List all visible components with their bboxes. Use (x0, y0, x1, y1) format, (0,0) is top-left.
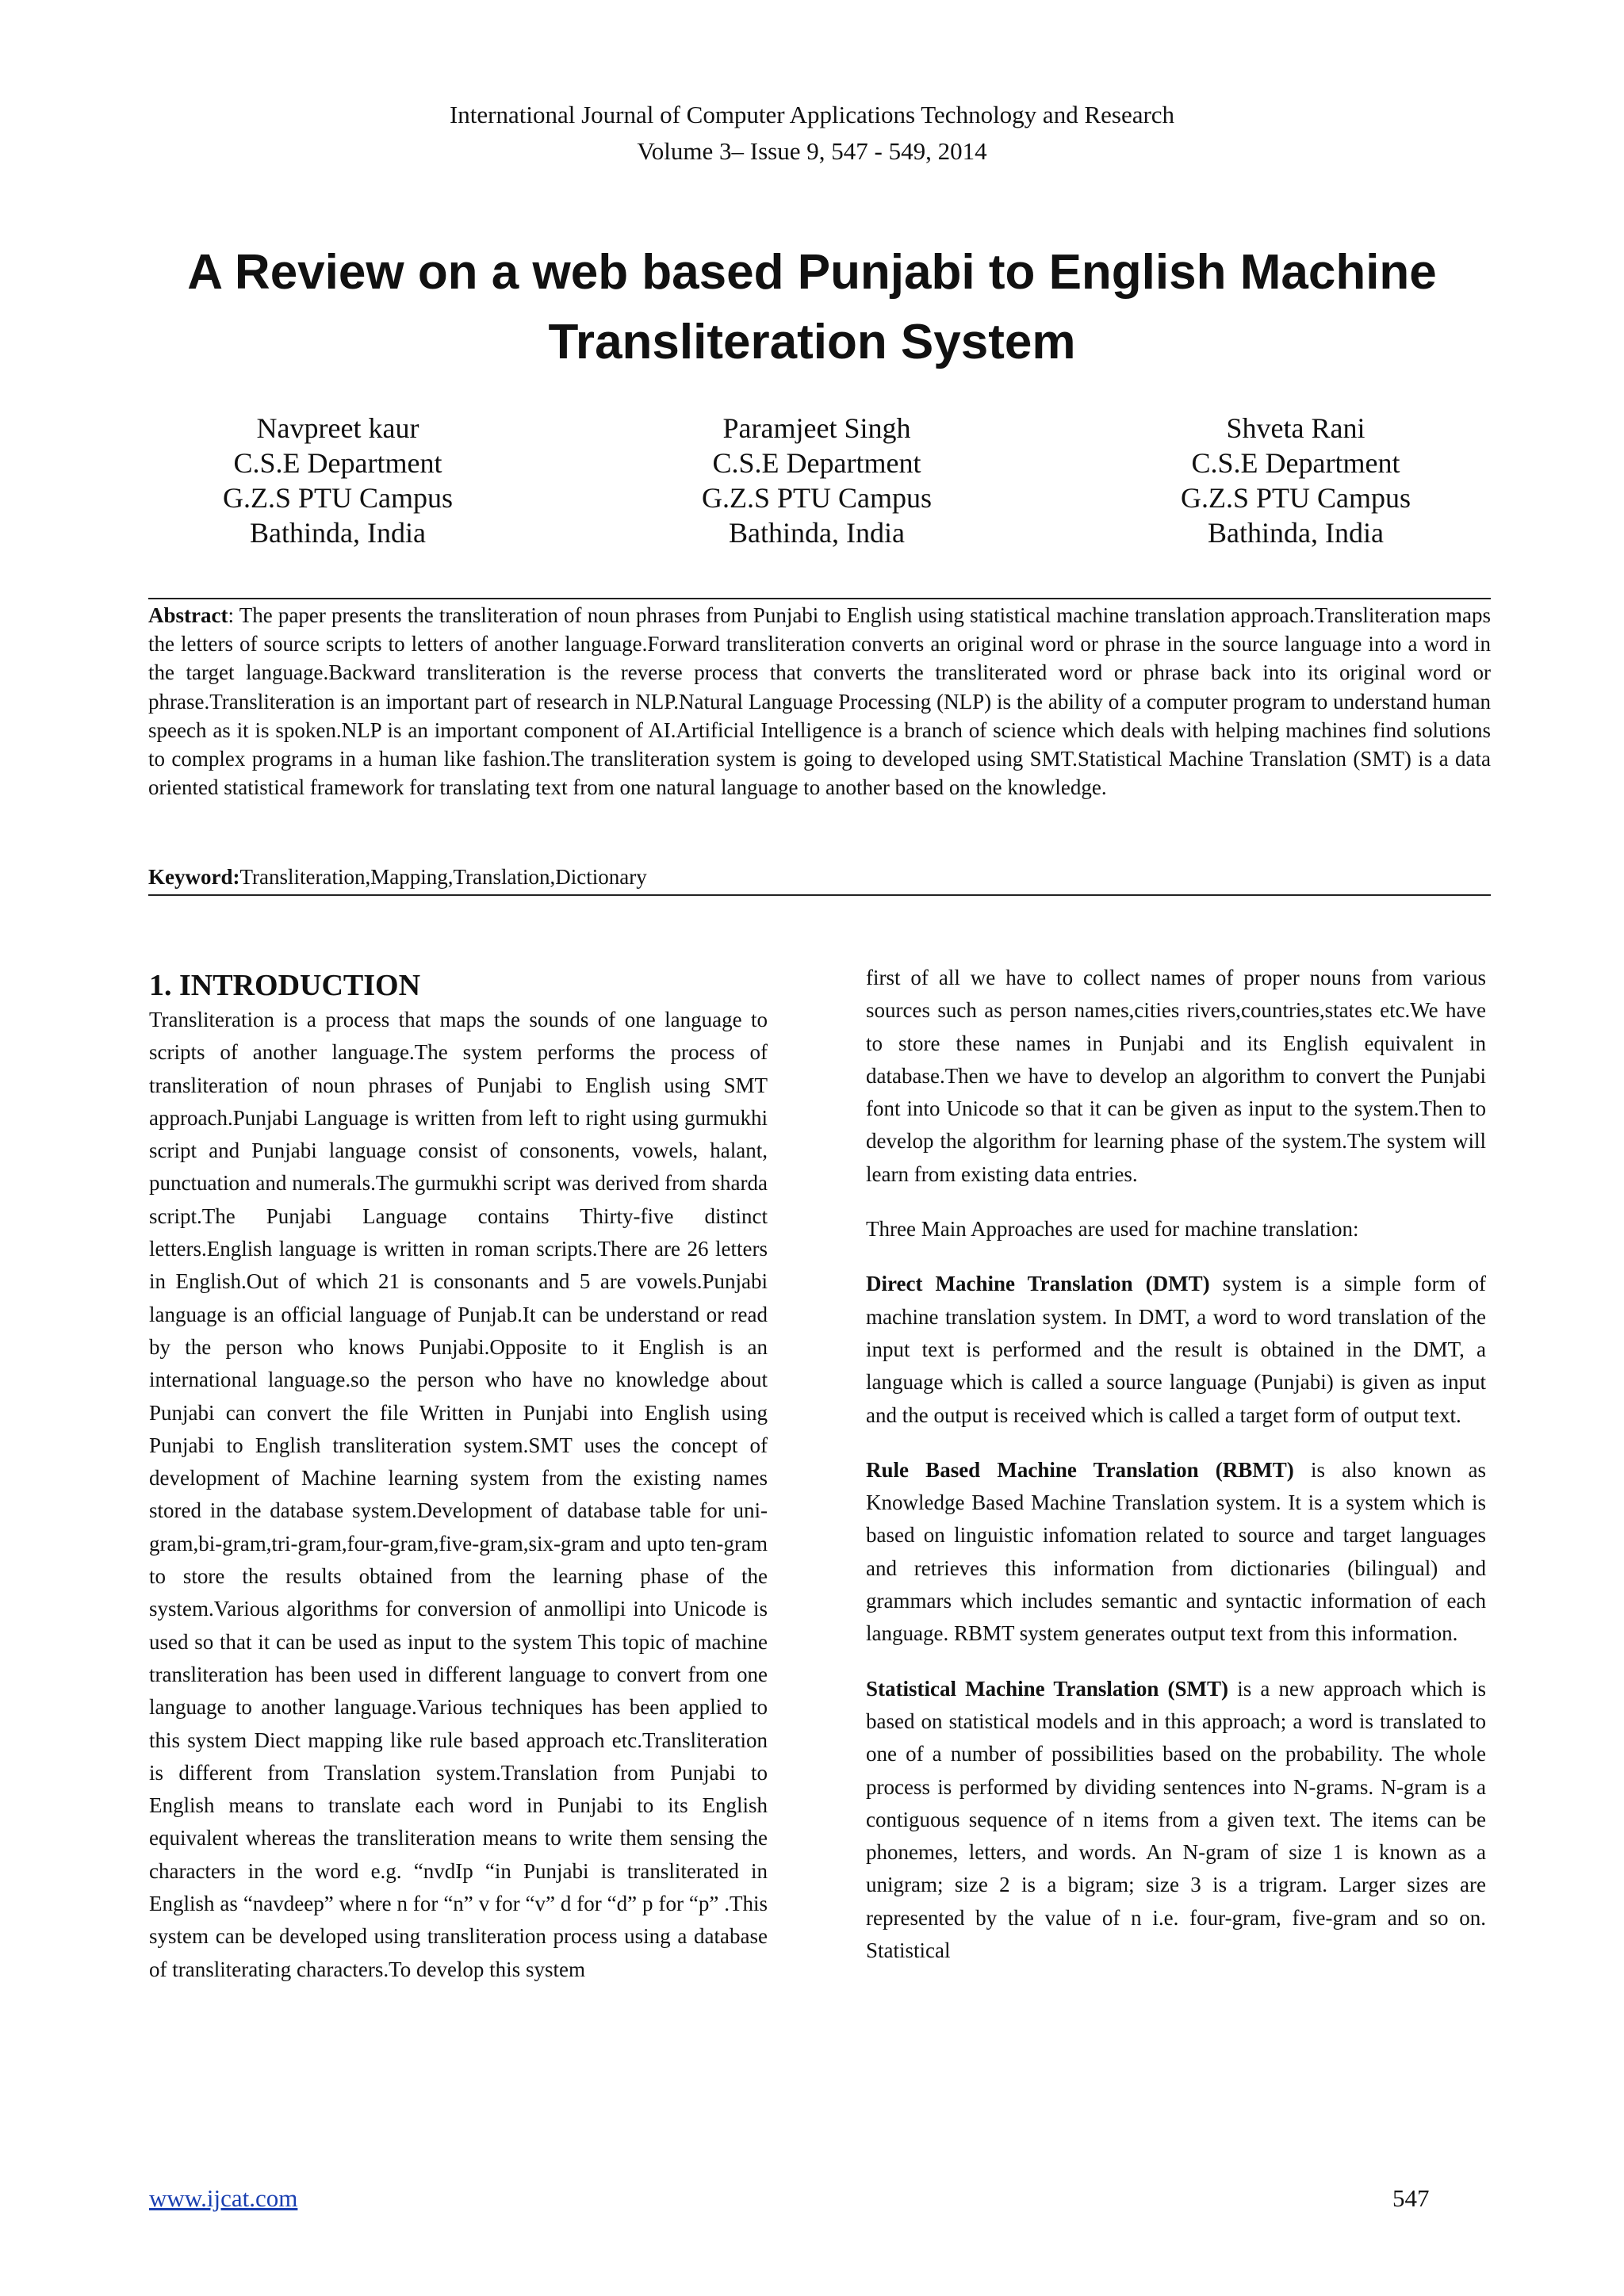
title-line-1: A Review on a web based Punjabi to English Machine (187, 245, 1437, 300)
intro-paragraph: Transliteration is a process that maps the sounds of one language to scripts of another language.The system performs the process of transliteration of noun phrases of Punjabi to English using SMT approach.Punjabi Language is written from left to right using gurmukhi script and Punjabi language consist of consonents, vowels, halant, punctuation and numerals.The gurmukhi script was derived from sharda script.The Punjabi Language contains Thirty-five distinct letters.English language is written in roman scripts.There are 26 letters in English.Out of which 21 is consonants and 5 are vowels.Punjabi language is an official language of Punjab.It can be understand or read by the person who knows Punjabi.Opposite to it English is an international language.so the person who have no knowledge about Punjabi can convert the file Written in Punjabi into English using Punjabi to English transliteration system.SMT uses the concept of development of Machine learning system from the existing names stored in the database system.Development of database table for uni-gram,bi-gram,tri-gram,four-gram,five-gram,six-gram and upto ten-gram to store the results obtained from the learning phase of the system.Various algorithms for conversion of anmollipi into Unicode is used so that it can be used as input to the system This topic of machine transliteration has been used in different language to convert from one language to another language.Various techniques has been applied to this system Diect mapping like rule based approach etc.Transliteration is different from Translation system.Translation from Punjabi to English means to translate each word in Punjabi to its English equivalent whereas the transliteration means to write them sensing the characters in the word e.g. “nvdIp “in Punjabi is transliterated in English as “navdeep” where n for “n” v for “v” d for “d” p for “p” .This system can be developed using transliteration process using a database of transliterating characters.To develop this system (149, 1008, 768, 1981)
paper-title (0, 238, 1624, 377)
keywords-label: Keyword: (148, 865, 240, 889)
author-3 (1058, 411, 1534, 550)
left-column (149, 967, 768, 1986)
author-name: Navpreet kaur (256, 412, 419, 444)
author-campus: G.Z.S PTU Campus (222, 482, 454, 514)
divider-top (148, 598, 1491, 599)
right-column (866, 962, 1486, 1967)
author-campus: G.Z.S PTU Campus (701, 482, 933, 514)
author-dept: C.S.E Department (1191, 447, 1400, 479)
dmt-text: system is a simple form of machine translation system. In DMT, a word to word translation of the input text is performed and the result is obtained in the DMT, a language which is called a source language (Punjabi) is given as input and the output is received which is called a target form of output text. (866, 1272, 1487, 1427)
section-heading-introduction: 1. INTRODUCTION (149, 969, 421, 1002)
title-line-2: Transliteration System (548, 315, 1076, 369)
smt-text: is a new approach which is based on statistical models and in this approach; a word is translated to one of a number of possibilities based on the probability. The whole process is performed by dividing sentences into N-grams. N-gram is a contiguous sequence of n items from a given text. The items can be phonemes, letters, and words. An N-gram of size 1 is known as a unigram; size 2 is a bigram; size 3 is a trigram. Larger sizes are represented by the value of n i.e. four-gram, five-gram and so on. Statistical (866, 1676, 1486, 1963)
rbmt-label: Rule Based Machine Translation (RBMT) (866, 1457, 1294, 1482)
smt-label: Statistical Machine Translation (SMT) (866, 1676, 1229, 1701)
abstract-text: : The paper presents the transliteration of noun phrases from Punjabi to English using statistical machine translation approach.Transliteration maps the letters of source scripts to letters of another language.Forward transliteration converts an original word or phrase in the source language into a word in the target language.Backward transliteration is the reverse process that converts the transliterated word or phrase back into its original word or phrase.Transliteration is an important part of research in NLP.Natural Language Processing (NLP) is the ability of a computer program to understand human speech as it is spoken.NLP is an important component of AI.Artificial Intelligence is a branch of science which deals with helping machines find solutions to complex programs in a human like fashion.The transliteration system is going to developed using SMT.Statistical Machine Translation (SMT) is a data oriented statistical framework for translating text from one natural language to another based on the knowledge. (148, 603, 1491, 800)
page-number: 547 (1392, 2184, 1430, 2212)
author-city: Bathinda, India (1208, 517, 1384, 549)
abstract (148, 601, 1491, 802)
keywords (148, 863, 1491, 891)
divider-bottom (148, 894, 1491, 896)
right-paragraph-2: Three Main Approaches are used for machine translation: (866, 1217, 1359, 1242)
author-city: Bathinda, India (250, 517, 426, 549)
journal-website-link[interactable]: www.ijcat.com (149, 2184, 298, 2212)
dmt-label: Direct Machine Translation (DMT) (866, 1272, 1210, 1296)
journal-volume: Volume 3– Issue 9, 547 - 549, 2014 (637, 137, 987, 165)
smt-paragraph (866, 1673, 1486, 1968)
keywords-text: Transliteration,Mapping,Translation,Dictionary (239, 865, 647, 889)
journal-name: International Journal of Computer Applications Technology and Research (449, 101, 1175, 128)
author-1 (100, 411, 576, 550)
author-2 (579, 411, 1055, 550)
author-name: Shveta Rani (1226, 412, 1365, 444)
author-dept: C.S.E Department (712, 447, 921, 479)
dmt-paragraph (866, 1268, 1486, 1431)
author-campus: G.Z.S PTU Campus (1180, 482, 1411, 514)
right-paragraph-1: first of all we have to collect names of proper nouns from various sources such as person names,cities rivers,countries,states etc.We have to store these names in Punjabi and its English equivalent in database.Then we have to develop an algorithm to convert the Punjabi font into Unicode so that it can be given as input to the system.Then to develop the algorithm for learning phase of the system.The system will learn from existing data entries. (866, 966, 1486, 1186)
author-city: Bathinda, India (729, 517, 905, 549)
rbmt-text: is also known as Knowledge Based Machine Translation system. It is a system which is based on linguistic infomation related to source and target languages and retrieves this information from dictionaries (bilingual) and grammars which includes semantic and syntactic information of each language. RBMT system generates output text from this information. (866, 1457, 1486, 1646)
abstract-label: Abstract (148, 603, 228, 627)
author-dept: C.S.E Department (233, 447, 442, 479)
author-name: Paramjeet Singh (722, 412, 911, 444)
rbmt-paragraph (866, 1454, 1486, 1651)
